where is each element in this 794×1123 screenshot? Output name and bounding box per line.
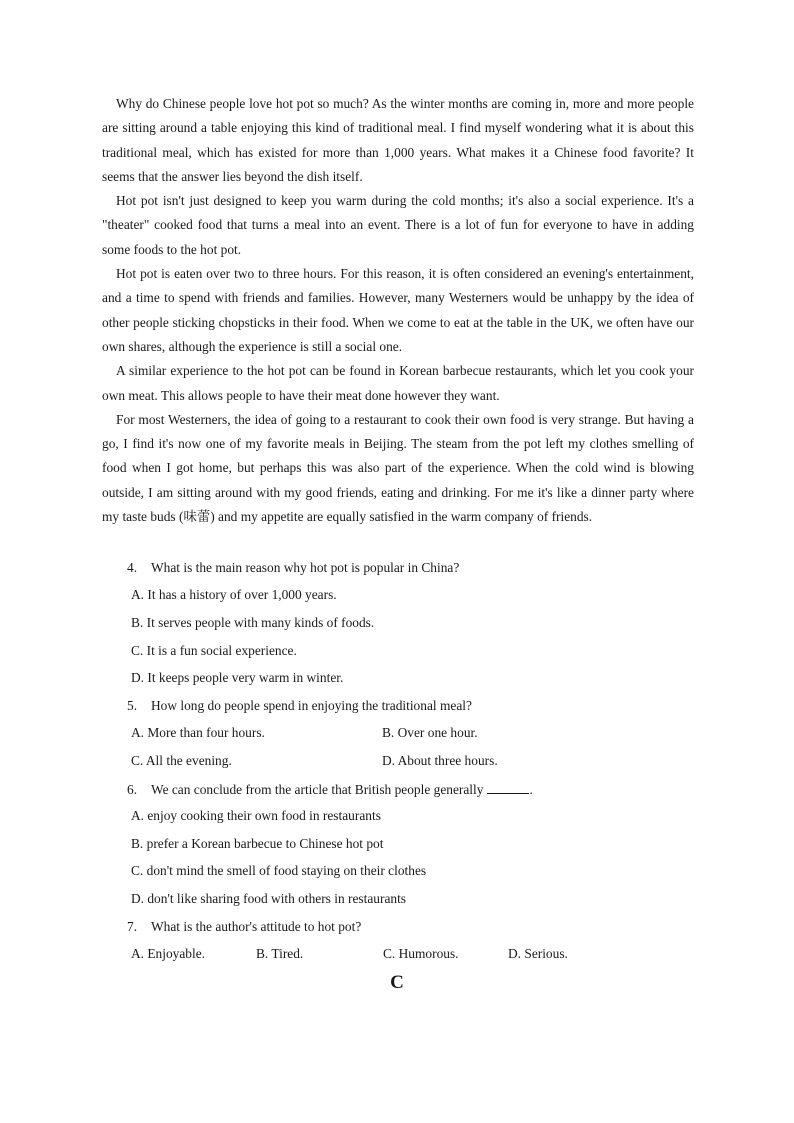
passage-paragraph: Hot pot is eaten over two to three hours. For this reason, it is often considered an evening's entertainment, and a time to spend with friends and families. However, many Westerners would be unhappy by the idea of other people sticking chopsticks in their food. When we come to eat at the table in the UK, we often have our own shares, although the experience is still a social one. (102, 266, 694, 354)
question-6-option-a[interactable]: A. enjoy cooking their own food in restaurants (131, 808, 381, 823)
question-6-stem (127, 781, 533, 798)
question-text: We can conclude from the article that British people generally (151, 782, 484, 797)
question-number: 5. (127, 698, 138, 713)
question-4-option-c[interactable]: C. It is a fun social experience. (131, 643, 297, 658)
question-text: What is the main reason why hot pot is popular in China? (151, 560, 460, 575)
question-4-option-b[interactable]: B. It serves people with many kinds of foods. (131, 615, 375, 630)
question-number: 7. (127, 919, 138, 934)
question-number: 6. (127, 782, 138, 797)
question-4-option-d[interactable]: D. It keeps people very warm in winter. (131, 670, 344, 685)
question-7-option-a[interactable]: A. Enjoyable. (131, 946, 206, 961)
question-7-option-b[interactable]: B. Tired. (256, 946, 304, 961)
question-7-option-d[interactable]: D. Serious. (508, 946, 568, 961)
question-number: 4. (127, 560, 138, 575)
question-text: What is the author's attitude to hot pot? (151, 919, 362, 934)
question-6-option-d[interactable]: D. don't like sharing food with others in restaurants (131, 891, 407, 906)
section-heading: C (390, 972, 404, 993)
reading-passage (102, 92, 694, 529)
question-5-option-c[interactable]: C. All the evening. (131, 753, 232, 768)
question-text: How long do people spend in enjoying the traditional meal? (151, 698, 472, 713)
passage-paragraph: For most Westerners, the idea of going to a restaurant to cook their own food is very strange. But having a go, I find it's now one of my favorite meals in Beijing. The steam from the pot left my clothes smelling of food when I got home, but perhaps this was also part of the experience. When the cold wind is blowing outside, I am sitting around with my good friends, eating and drinking. For me it's like a dinner party where my taste buds (味蕾) and my appetite are equally satisfied in the warm company of friends. (102, 411, 694, 525)
passage-paragraph: Why do Chinese people love hot pot so much? As the winter months are coming in, more and more people are sitting around a table enjoying this kind of traditional meal. I find myself wondering what it is about this traditional meal, which has existed for more than 1,000 years. What makes it a Chinese food favorite? It seems that the answer lies beyond the dish itself. (102, 96, 694, 184)
question-5-stem (127, 698, 472, 714)
question-5-option-b[interactable]: B. Over one hour. (382, 725, 478, 740)
question-5-option-a[interactable]: A. More than four hours. (131, 725, 265, 740)
question-end-punct: . (529, 782, 533, 797)
question-7-option-c[interactable]: C. Humorous. (383, 946, 459, 961)
answer-blank (487, 781, 529, 794)
question-6-option-b[interactable]: B. prefer a Korean barbecue to Chinese hot pot (131, 836, 384, 851)
question-6-option-c[interactable]: C. don't mind the smell of food staying on their clothes (131, 863, 427, 878)
passage-paragraph: Hot pot isn't just designed to keep you warm during the cold months; it's also a social experience. It's a "theater" cooked food that turns a meal into an event. There is a lot of fun for everyone to have in adding some foods to the hot pot. (102, 193, 694, 257)
question-7-stem (127, 919, 361, 935)
question-5-option-d[interactable]: D. About three hours. (382, 753, 498, 768)
question-4-stem (127, 560, 459, 576)
question-4-option-a[interactable]: A. It has a history of over 1,000 years. (131, 587, 337, 602)
passage-paragraph: A similar experience to the hot pot can be found in Korean barbecue restaurants, which let you cook your own meat. This allows people to have their meat done however they want. (102, 363, 694, 403)
